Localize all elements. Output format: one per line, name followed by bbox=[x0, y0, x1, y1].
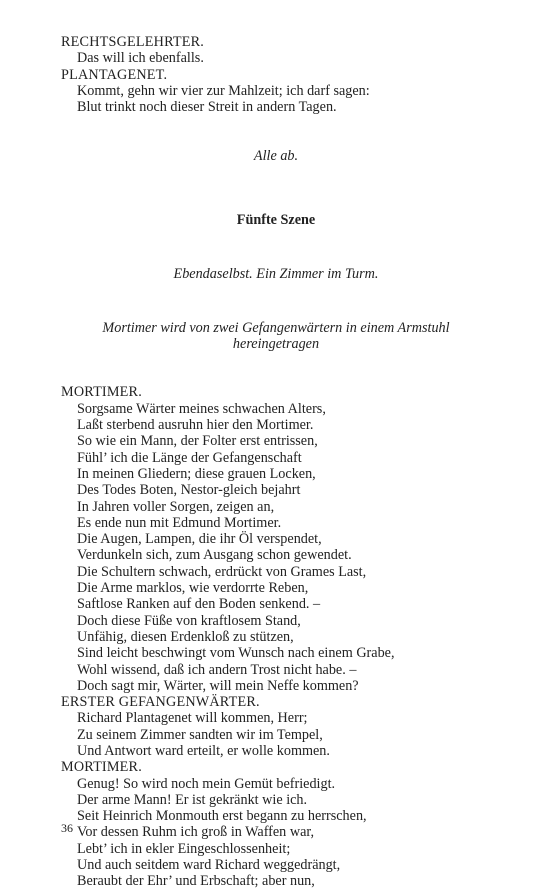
speech-lines bbox=[61, 776, 491, 890]
page-number: 36 bbox=[61, 821, 73, 835]
verse-line: Wohl wissend, daß ich andern Trost nicht habe. – bbox=[77, 661, 357, 678]
speech-lines bbox=[61, 401, 491, 694]
verse-line: Blut trinkt noch dieser Streit in andern Tagen. bbox=[77, 99, 337, 116]
stage-direction-line: hereingetragen bbox=[232, 335, 320, 352]
verse-line: Des Todes Boten, Nestor-gleich bejahrt bbox=[77, 482, 301, 499]
verse-line: Doch sagt mir, Wärter, will mein Neffe kommen? bbox=[77, 677, 359, 694]
verse-line: In meinen Gliedern; diese grauen Locken, bbox=[77, 465, 316, 482]
verse-line: Seit Heinrich Monmouth erst begann zu herrschen, bbox=[77, 808, 367, 825]
verse-line: Genug! So wird noch mein Gemüt befriedigt. bbox=[77, 775, 336, 792]
speaker-name: MORTIMER. bbox=[61, 759, 142, 776]
speaker-name: RECHTSGELEHRTER. bbox=[61, 34, 205, 50]
verse-line: Doch diese Füße von kraftlosem Stand, bbox=[77, 612, 301, 629]
verse-line: Beraubt der Ehr’ und Erbschaft; aber nun, bbox=[77, 873, 315, 890]
verse-line: Die Schultern schwach, erdrückt von Grames Last, bbox=[77, 563, 367, 580]
verse-line: In Jahren voller Sorgen, zeigen an, bbox=[77, 498, 275, 515]
verse-line: Lebt’ ich in ekler Eingeschlossenheit; bbox=[77, 840, 291, 857]
speech-lines bbox=[61, 710, 491, 759]
exit-direction: Alle ab. bbox=[253, 147, 299, 164]
verse-line: So wie ein Mann, der Folter erst entrissen, bbox=[77, 433, 318, 450]
stage-direction-line: Mortimer wird von zwei Gefangenwärtern in einem Armstuhl bbox=[102, 319, 450, 336]
stage-direction bbox=[61, 320, 491, 353]
verse-line: Zu seinem Zimmer sandten wir im Tempel, bbox=[77, 726, 323, 743]
verse-line: Kommt, gehn wir vier zur Mahlzeit; ich darf sagen: bbox=[77, 82, 370, 99]
verse-line: Vor dessen Ruhm ich groß in Waffen war, bbox=[77, 824, 315, 841]
verse-line: Die Augen, Lampen, die ihr Öl verspendet, bbox=[77, 531, 322, 548]
verse-line: Saftlose Ranken auf den Boden senkend. – bbox=[77, 596, 321, 613]
verse-line: Und auch seitdem ward Richard weggedrängt, bbox=[77, 857, 341, 874]
verse-line: Sind leicht beschwingt vom Wunsch nach einem Grabe, bbox=[77, 645, 395, 662]
verse-line: Sorgsame Wärter meines schwachen Alters, bbox=[77, 400, 326, 417]
scene-title: Fünfte Szene bbox=[236, 212, 316, 229]
verse-line: Das will ich ebenfalls. bbox=[77, 50, 204, 67]
speaker-name: MORTIMER. bbox=[61, 384, 142, 401]
scene-setting: Ebendaselbst. Ein Zimmer im Turm. bbox=[173, 266, 379, 283]
page-text bbox=[61, 34, 491, 890]
verse-line: Laßt sterbend ausruhn hier den Mortimer. bbox=[77, 417, 314, 434]
verse-line: Richard Plantagenet will kommen, Herr; bbox=[77, 710, 308, 727]
speaker-name: ERSTER GEFANGENWÄRTER. bbox=[61, 694, 260, 711]
verse-line: Fühl’ ich die Länge der Gefangenschaft bbox=[77, 449, 302, 466]
speaker-name: PLANTAGENET. bbox=[61, 66, 168, 83]
verse-line: Die Arme marklos, wie verdorrte Reben, bbox=[77, 580, 309, 597]
verse-line: Unfähig, diesen Erdenkloß zu stützen, bbox=[77, 628, 294, 645]
verse-line: Verdunkeln sich, zum Ausgang schon gewendet. bbox=[77, 547, 352, 564]
verse-line: Der arme Mann! Er ist gekränkt wie ich. bbox=[77, 791, 308, 808]
verse-line: Es ende nun mit Edmund Mortimer. bbox=[77, 514, 282, 531]
verse-line: Und Antwort ward erteilt, er wolle kommen. bbox=[77, 743, 330, 759]
